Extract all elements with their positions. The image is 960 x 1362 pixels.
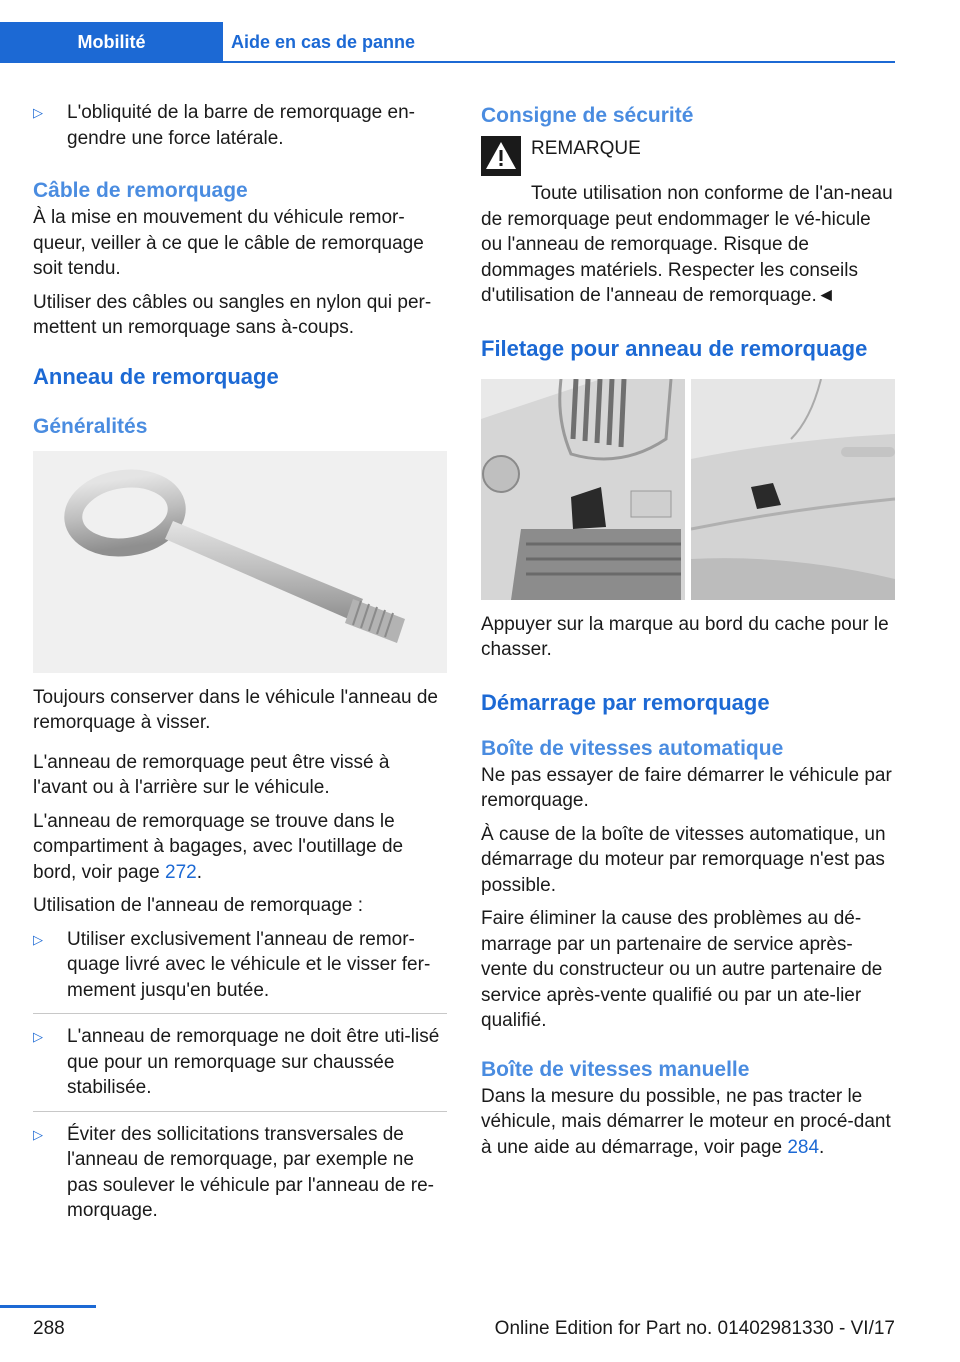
section-heading-manuelle: Boîte de vitesses manuelle [481,1057,750,1081]
list-item [33,927,447,1004]
paragraph [33,809,447,886]
paragraph: Ne pas essayer de faire démarrer le véhicule par remorquage. [481,764,892,811]
section-heading-anneau: Anneau de remorquage [33,363,279,389]
footer-divider [0,1305,96,1308]
warning-icon [481,136,531,181]
list-divider [33,1013,447,1014]
section-heading-demarrage: Démarrage par remorquage [481,689,770,715]
front-bumper-image [481,379,685,600]
bullet-triangle-icon: ▷ [33,931,43,947]
bullet-triangle-icon: ▷ [33,1126,43,1142]
paragraph: À la mise en mouvement du véhicule remor-queur, veiller à ce que le câble de remorquage soit tendu. [33,207,424,279]
edition-note: Online Edition for Part no. 01402981330 - VI/17 [494,1318,895,1339]
paragraph-text: L'anneau de remorquage se trouve dans le compartiment à bagages, avec l'outillage de bord, voir page [33,810,404,883]
bullet-text: Éviter des sollicitations transversales de l'anneau de remorquage, par exemple ne pas soulever le véhicule par l'anneau de re-morquage. [67,1123,434,1221]
tab-aide-en-cas-de-panne[interactable]: Aide en cas de panne [230,31,416,52]
bullet-text: L'anneau de remorquage ne doit être uti-lisé que pour un remorquage sur chaussée stabilisée. [67,1026,440,1098]
bullet-text: L'obliquité de la barre de remorquage en-gendre une force latérale. [67,102,415,149]
tab-mobilite[interactable]: Mobilité [0,22,223,62]
tow-ring-image [33,451,447,673]
paragraph: Faire éliminer la cause des problèmes au dé-marrage par un partenaire de service après-vente du constructeur ou un autre partenaire de service après-vente qualifié ou par un ate-lier qualifié. [481,908,883,1031]
header-divider [0,61,895,63]
page-link-284[interactable]: 284 [787,1136,820,1158]
list-item [33,1122,447,1224]
list-item [33,100,447,151]
section-heading-automatique: Boîte de vitesses automatique [481,736,784,760]
paragraph-text: Dans la mesure du possible, ne pas tracter le véhicule, mais démarrer le moteur en procé-dant à une aide au démarrage, voir page [481,1085,891,1158]
paragraph: L'anneau de remorquage peut être vissé à l'avant ou à l'arrière sur le véhicule. [33,751,390,798]
rear-bumper-image [691,379,895,600]
bumper-figure [481,379,895,600]
page-link-272[interactable]: 272 [165,861,197,883]
paragraph-text: . [196,861,203,883]
page-header [0,0,895,64]
page-number: 288 [33,1318,65,1339]
bullet-triangle-icon: ▷ [33,105,43,120]
list-divider [33,1111,447,1112]
paragraph [481,1084,895,1161]
list-item [33,1024,447,1101]
left-column [33,100,447,1234]
paragraph: Appuyer sur la marque au bord du cache pour le chasser. [481,613,889,660]
warning-label: REMARQUE [531,138,641,159]
tow-ring-figure [33,451,447,673]
paragraph: Toujours conserver dans le véhicule l'anneau de remorquage à visser. [33,686,438,733]
warning-text: Toute utilisation non conforme de l'an-neau de remorquage peut endommager le vé-hicule ou l'anneau de remorquage. Risque de dommages matériels. Respecter les conseils d'utilisation de l'anneau de remorquage.◄ [481,183,893,306]
section-heading-consigne: Consigne de sécurité [481,104,694,127]
bullet-triangle-icon: ▷ [33,1029,43,1044]
bullet-text: Utiliser exclusivement l'anneau de remor-quage livré avec le véhicule et le visser fer-mement jusqu'en butée. [67,928,431,1001]
right-column [481,100,895,1168]
section-heading-generalites: Généralités [33,414,148,438]
paragraph: Utiliser des câbles ou sangles en nylon qui per-mettent un remorquage sans à-coups. [33,291,432,338]
section-heading-cable: Câble de remorquage [33,179,248,202]
warning-block [481,136,895,309]
section-heading-filetage: Filetage pour anneau de remorquage [481,335,868,361]
paragraph: Utilisation de l'anneau de remorquage : [33,895,364,916]
paragraph-text: . [819,1136,825,1158]
paragraph: À cause de la boîte de vitesses automatique, un démarrage du moteur par remorquage n'est pas possible. [481,823,886,896]
